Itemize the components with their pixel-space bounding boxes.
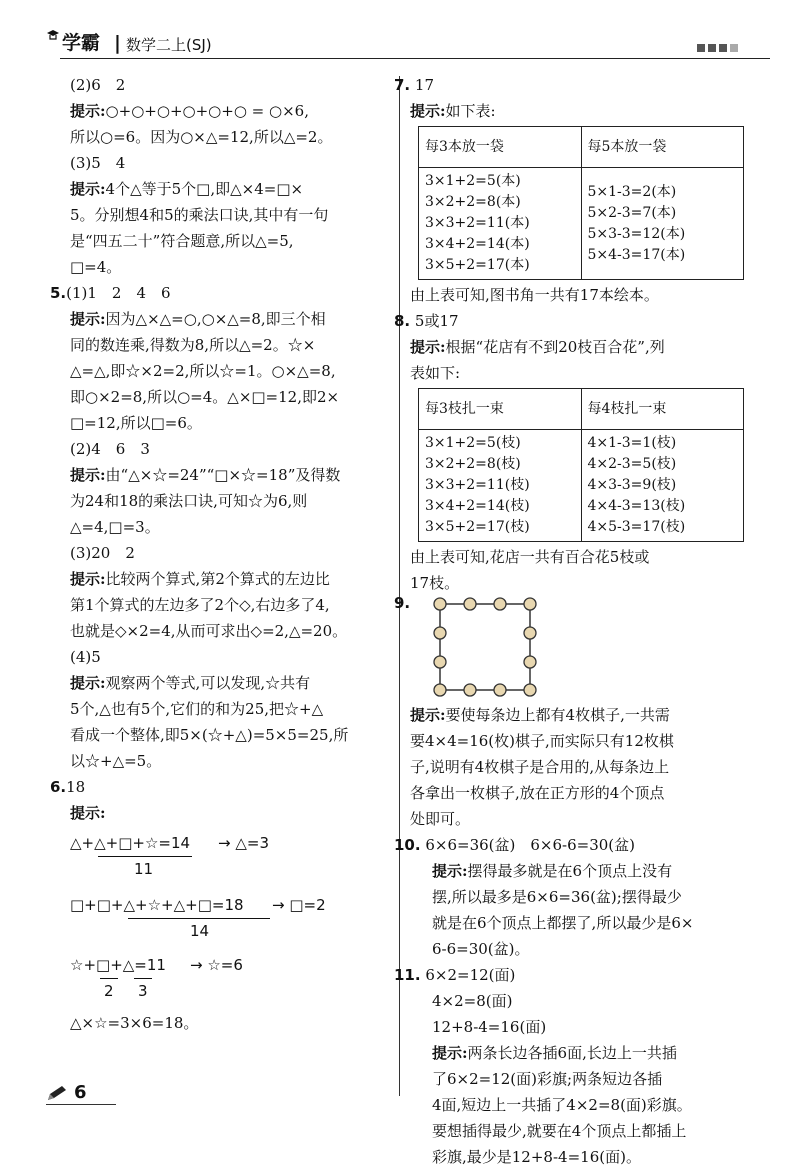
hint-text: 即○×2=8,所以○=4。△×□=12,即2× <box>70 388 340 406</box>
table-cell-line: 4×4-3=13(枝) <box>587 498 686 514</box>
table-cell-line: 3×3+2=11(枝) <box>425 477 530 493</box>
equation-result: → △=3 <box>218 834 269 852</box>
table-cell-line: 4×1-3=1(枝) <box>587 435 677 451</box>
hint-text: △=4,□=3。 <box>70 518 160 536</box>
table-cell-line: 5×1-3=2(本) <box>587 183 677 200</box>
hint-text: 看成一个整体,即5×(☆+△)=5×5=25,所 <box>70 726 349 744</box>
question-number: 6. <box>50 778 67 796</box>
equation-block-2 <box>70 892 400 950</box>
answer-line: 12+8-4=16(面) <box>432 1018 547 1036</box>
table-cell-line: 3×5+2=17(枝) <box>425 519 530 535</box>
chess-square-diagram <box>430 596 550 700</box>
hint-label: 提示: <box>410 102 446 120</box>
equation-result: → □=2 <box>272 896 326 914</box>
book-title: 数学二上(SJ) <box>126 36 212 54</box>
header-decoration <box>697 44 738 52</box>
table-cell-line: 4×2-3=5(枝) <box>587 456 677 472</box>
table-cell <box>419 430 582 542</box>
table-cell-line: 4×5-3=17(枝) <box>587 519 686 535</box>
underline-value: 2 <box>104 982 114 1000</box>
books-table <box>418 126 744 280</box>
hint-text: □=4。 <box>70 258 122 276</box>
hint-text: 是“四五二十”符合题意,所以△=5, <box>70 232 294 250</box>
chess-piece <box>524 684 536 696</box>
chess-piece <box>524 627 536 639</box>
chess-piece <box>464 684 476 696</box>
hint-text: 6-6=30(盆)。 <box>432 940 530 958</box>
footer-rule <box>46 1104 116 1105</box>
table-header: 每4枝扎一束 <box>581 389 744 430</box>
hint-text: 比较两个算式,第2个算式的左边比 <box>105 570 330 588</box>
hint-text: □=12,所以□=6。 <box>70 414 202 432</box>
table-header: 每3枝扎一束 <box>419 389 582 430</box>
chess-piece <box>434 656 446 668</box>
hint-text: 17枝。 <box>410 574 460 592</box>
answer-line: (1)1 2 4 6 <box>66 284 171 302</box>
hint-text: 4面,短边上一共插了4×2=8(面)彩旗。 <box>432 1096 692 1114</box>
table-cell-line: 3×4+2=14(枝) <box>425 498 530 514</box>
table-cell <box>581 168 744 280</box>
table-header: 每3本放一袋 <box>419 127 582 168</box>
hint-text: 也就是◇×2=4,从而可求出◇=2,△=20。 <box>70 622 348 640</box>
question-number: 7. <box>394 76 411 94</box>
answer-line: (3)20 2 <box>70 544 135 562</box>
table-cell-line: 3×3+2=11(本) <box>425 215 530 231</box>
question-number: 11. <box>394 966 421 984</box>
chess-piece <box>434 684 446 696</box>
table-cell-line: 3×1+2=5(枝) <box>425 435 521 451</box>
hint-label: 提示: <box>70 804 106 822</box>
hint-text: 因为△×△=○,○×△=8,即三个相 <box>105 310 326 328</box>
table-cell <box>419 168 582 280</box>
hint-text: 由“△×☆=24”“□×☆=18”及得数 <box>105 466 341 484</box>
hint-text: 由上表可知,图书角一共有17本绘本。 <box>410 286 659 304</box>
hint-text: 观察两个等式,可以发现,☆共有 <box>105 674 311 692</box>
pencil-icon <box>46 1084 68 1102</box>
chess-piece <box>524 598 536 610</box>
equation: □+□+△+☆+△+□=18 <box>70 896 244 914</box>
hint-text: 处即可。 <box>410 810 471 828</box>
hint-text: 两条长边各插6面,长边上一共插 <box>467 1044 677 1062</box>
hint-text: 就是在6个顶点上都摆了,所以最少是6× <box>432 914 694 932</box>
chess-piece <box>494 684 506 696</box>
question-number: 5. <box>50 284 67 302</box>
hint-label: 提示: <box>70 102 106 120</box>
left-column <box>50 72 400 1036</box>
underline-value: 3 <box>138 982 148 1000</box>
right-column <box>394 72 755 1170</box>
header-separator: | <box>114 32 121 54</box>
hint-text: ○+○+○+○+○+○ = ○×6, <box>105 102 309 120</box>
table-cell-line: 5×2-3=7(本) <box>587 204 677 221</box>
table-cell-line: 3×4+2=14(本) <box>425 236 530 252</box>
hint-text: 同的数连乘,得数为8,所以△=2。☆× <box>70 336 316 354</box>
hint-text: 摆得最多就是在6个顶点上没有 <box>467 862 673 880</box>
hint-label: 提示: <box>432 1044 468 1062</box>
question-number: 10. <box>394 836 421 854</box>
answer-line: 18 <box>66 778 86 796</box>
hint-text: 要4×4=16(枚)棋子,而实际只有12枚棋 <box>410 732 674 750</box>
answer-line: (2)6 2 <box>70 76 126 94</box>
brace-value: 11 <box>134 860 154 878</box>
answer-line: 5或17 <box>414 312 459 330</box>
hint-text: △×☆=3×6=18。 <box>70 1014 199 1032</box>
answer-line: 17 <box>414 76 435 94</box>
hint-text: 由上表可知,花店一共有百合花5枝或 <box>410 548 650 566</box>
graduation-cap-icon <box>46 28 60 42</box>
equation-block-1 <box>70 830 400 888</box>
hint-text: 摆,所以最多是6×6=36(盆);摆得最少 <box>432 888 682 906</box>
table-header: 每5本放一袋 <box>581 127 744 168</box>
hint-text: 要想插得最少,就要在4个顶点上都插上 <box>432 1122 687 1140</box>
hint-text: 彩旗,最少是12+8-4=16(面)。 <box>432 1148 641 1166</box>
hint-text: 4个△等于5个□,即△×4=□× <box>105 180 304 198</box>
hint-text: 各拿出一枚棋子,放在正方形的4个顶点 <box>410 784 665 802</box>
hint-label: 提示: <box>70 180 106 198</box>
hint-text: 5。分别想4和5的乘法口诀,其中有一句 <box>70 206 329 224</box>
hint-text: 表如下: <box>410 364 461 382</box>
hint-text: 了6×2=12(面)彩旗;两条短边各插 <box>432 1070 663 1088</box>
hint-text: 子,说明有4枚棋子是合用的,从每条边上 <box>410 758 670 776</box>
hint-text: 第1个算式的左边多了2个◇,右边多了4, <box>70 596 330 614</box>
hint-text: 5个,△也有5个,它们的和为25,把☆+△ <box>70 700 324 718</box>
equation-block-3 <box>70 952 400 1010</box>
hint-text: 如下表: <box>445 102 496 120</box>
table-cell-line: 5×3-3=12(本) <box>587 225 686 242</box>
chess-piece <box>434 598 446 610</box>
hint-label: 提示: <box>70 310 106 328</box>
page-header <box>0 0 800 76</box>
hint-label: 提示: <box>70 674 106 692</box>
page-number: 6 <box>74 1082 87 1103</box>
hint-text: 为24和18的乘法口诀,可知☆为6,则 <box>70 492 308 510</box>
flowers-table <box>418 388 744 542</box>
hint-label: 提示: <box>410 338 446 356</box>
equation: ☆+□+△=11 <box>70 956 166 974</box>
answer-line: (4)5 <box>70 648 101 666</box>
answer-line: 4×2=8(面) <box>432 992 513 1010</box>
question-number: 9. <box>394 594 411 612</box>
brace-value: 14 <box>190 922 210 940</box>
hint-text: △=△,即☆×2=2,所以☆=1。○×△=8, <box>70 362 336 380</box>
header-rule <box>60 58 770 59</box>
chess-piece <box>524 656 536 668</box>
hint-text: 以☆+△=5。 <box>70 752 162 770</box>
answer-line: 6×6=36(盆) 6×6-6=30(盆) <box>425 836 636 854</box>
table-cell-line: 4×3-3=9(枝) <box>587 477 677 493</box>
hint-label: 提示: <box>432 862 468 880</box>
equation: △+△+□+☆=14 <box>70 834 191 852</box>
answer-line: 6×2=12(面) <box>425 966 516 984</box>
hint-text: 根据“花店有不到20枝百合花”,列 <box>445 338 665 356</box>
hint-label: 提示: <box>410 706 446 724</box>
table-cell-line: 5×4-3=17(本) <box>587 246 686 263</box>
table-cell-line: 3×2+2=8(本) <box>425 194 521 210</box>
equation-result: → ☆=6 <box>190 956 243 974</box>
brand-logo: 学霸 <box>62 32 101 54</box>
chess-piece <box>494 598 506 610</box>
hint-label: 提示: <box>70 570 106 588</box>
question-number: 8. <box>394 312 411 330</box>
table-cell <box>581 430 744 542</box>
chess-piece <box>434 627 446 639</box>
chess-piece <box>464 598 476 610</box>
hint-text: 所以○=6。因为○×△=12,所以△=2。 <box>70 128 333 146</box>
table-cell-line: 3×5+2=17(本) <box>425 257 530 273</box>
question-9-figure <box>394 594 755 702</box>
hint-text: 要使每条边上都有4枚棋子,一共需 <box>445 706 670 724</box>
table-cell-line: 3×1+2=5(本) <box>425 173 521 189</box>
hint-label: 提示: <box>70 466 106 484</box>
table-cell-line: 3×2+2=8(枝) <box>425 456 521 472</box>
answer-line: (3)5 4 <box>70 154 126 172</box>
answer-line: (2)4 6 3 <box>70 440 150 458</box>
